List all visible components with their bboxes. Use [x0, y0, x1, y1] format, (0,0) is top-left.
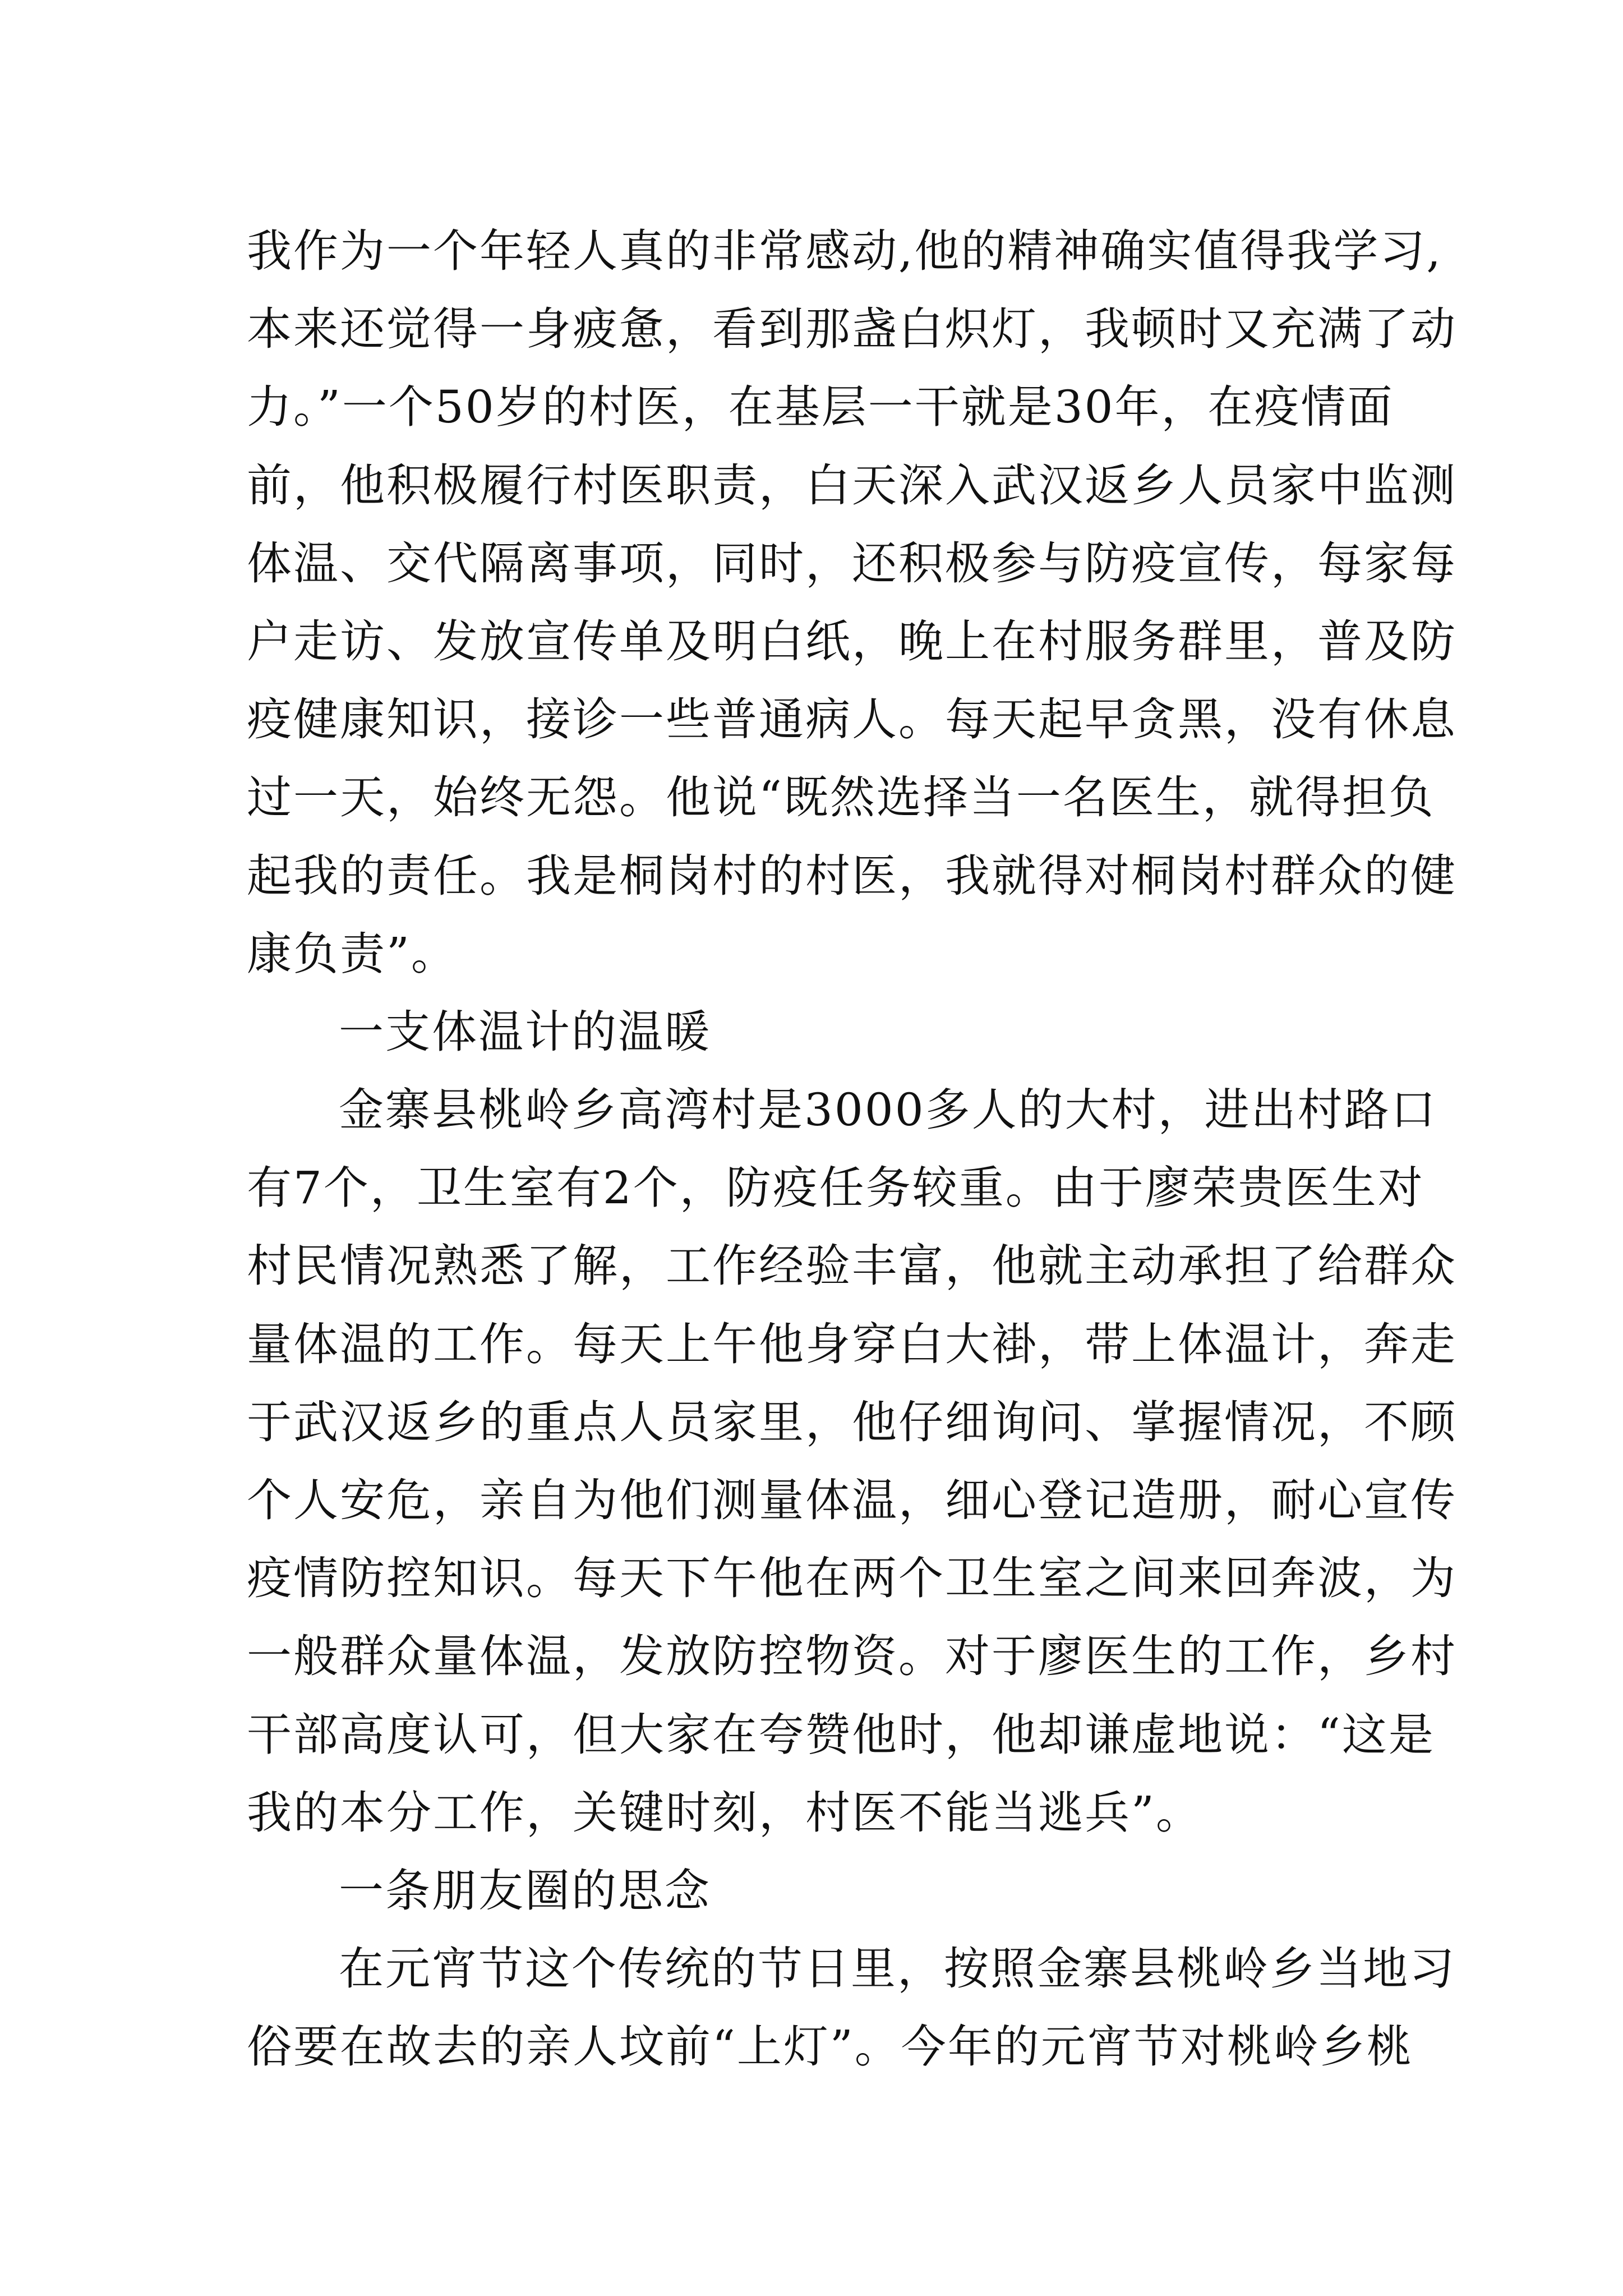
- text-line: 金寨县桃岭乡高湾村是3000多人的大村，进出村路口: [339, 1084, 1437, 1137]
- section-heading: 一支体温计的温暖: [339, 1005, 711, 1058]
- section-heading: 一条朋友圈的思念: [339, 1864, 711, 1917]
- text-line: 体温、交代隔离事项，同时，还积极参与防疫宣传，每家每: [247, 537, 1457, 590]
- text-line: 户走访、发放宣传单及明白纸，晚上在村服务群里，普及防: [247, 615, 1457, 668]
- text-line: 疫情防控知识。每天下午他在两个卫生室之间来回奔波，为: [247, 1552, 1457, 1605]
- text-line: 过一天，始终无怨。他说“既然选择当一名医生，就得担负: [247, 771, 1435, 824]
- text-line: 力。”一个50岁的村医，在基层一干就是30年，在疫情面: [247, 381, 1394, 434]
- text-line: 俗要在故去的亲人坟前“上灯”。今年的元宵节对桃岭乡桃: [247, 2021, 1413, 2073]
- text-line: 村民情况熟悉了解，工作经验丰富，他就主动承担了给群众: [247, 1240, 1457, 1292]
- text-line: 干部高度认可，但大家在夸赞他时，他却谦虚地说：“这是: [247, 1708, 1435, 1761]
- body-text: [247, 212, 1457, 2086]
- text-line: 我作为一个年轻人真的非常感动,他的精神确实值得我学习,: [247, 225, 1442, 277]
- text-line: 有7个，卫生室有2个，防疫任务较重。由于廖荣贵医生对: [247, 1162, 1424, 1214]
- text-line: 一般群众量体温，发放防控物资。对于廖医生的工作，乡村: [247, 1630, 1457, 1683]
- text-line: 本来还觉得一身疲惫，看到那盏白炽灯，我顿时又充满了动: [247, 303, 1457, 356]
- text-line: 疫健康知识，接诊一些普通病人。每天起早贪黑，没有休息: [247, 693, 1457, 746]
- text-line: 我的本分工作，关键时刻，村医不能当逃兵”。: [247, 1786, 1202, 1839]
- text-line: 康负责”。: [247, 927, 458, 980]
- text-line: 个人安危，亲自为他们测量体温，细心登记造册，耐心宣传: [247, 1474, 1457, 1526]
- text-line: 起我的责任。我是桐岗村的村医，我就得对桐岗村群众的健: [247, 849, 1457, 902]
- text-line: 于武汉返乡的重点人员家里，他仔细询问、掌握情况，不顾: [247, 1396, 1457, 1448]
- text-line: 量体温的工作。每天上午他身穿白大褂，带上体温计，奔走: [247, 1318, 1457, 1370]
- text-line: 在元宵节这个传统的节日里，按照金寨县桃岭乡当地习: [339, 1943, 1456, 1995]
- text-line: 前，他积极履行村医职责，白天深入武汉返乡人员家中监测: [247, 459, 1457, 512]
